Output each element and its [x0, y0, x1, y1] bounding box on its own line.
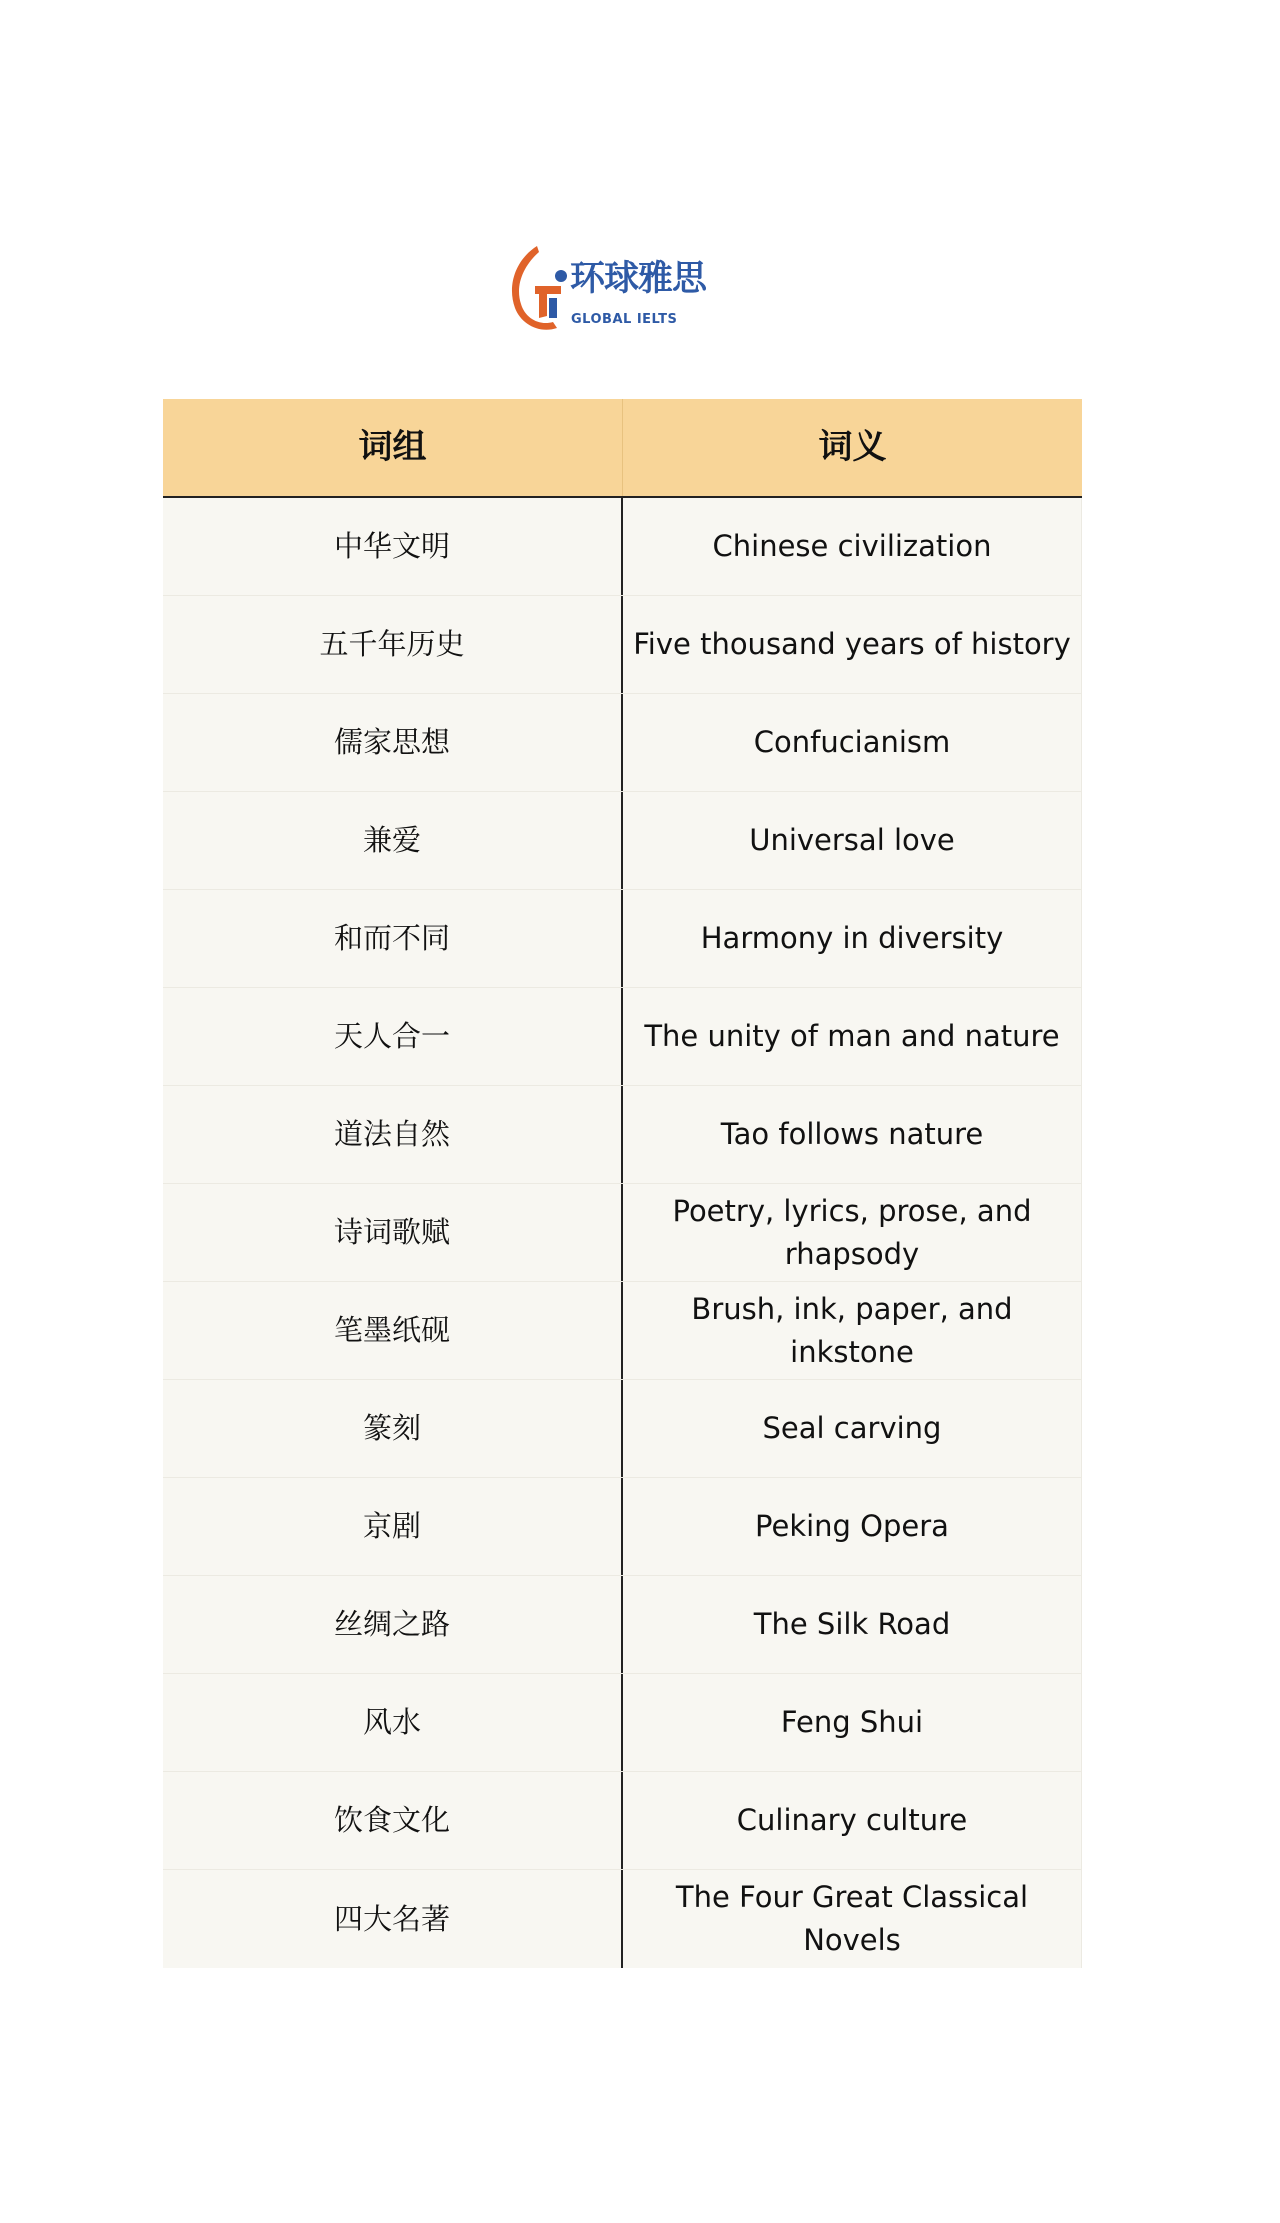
phrase-cell: 诗词歌赋: [163, 1184, 623, 1281]
meaning-cell: Brush, ink, paper, and inkstone: [623, 1282, 1082, 1379]
meaning-cell: Culinary culture: [623, 1772, 1082, 1869]
meaning-cell: Peking Opera: [623, 1478, 1082, 1575]
phrase-cell: 京剧: [163, 1478, 623, 1575]
meaning-cell: Tao follows nature: [623, 1086, 1082, 1183]
table-row: [163, 988, 1082, 1086]
meaning-cell: Confucianism: [623, 694, 1082, 791]
meaning-cell: Poetry, lyrics, prose, and rhapsody: [623, 1184, 1082, 1281]
meaning-cell: Five thousand years of history: [623, 596, 1082, 693]
header-phrase: 词组: [163, 399, 623, 496]
meaning-cell: Seal carving: [623, 1380, 1082, 1477]
table-row: [163, 1380, 1082, 1478]
table-row: [163, 1086, 1082, 1184]
phrase-cell: 丝绸之路: [163, 1576, 623, 1673]
phrase-cell: 笔墨纸砚: [163, 1282, 623, 1379]
table-row: [163, 694, 1082, 792]
table-row: [163, 1772, 1082, 1870]
phrase-cell: 天人合一: [163, 988, 623, 1085]
meaning-cell: Harmony in diversity: [623, 890, 1082, 987]
header-meaning: 词义: [818, 427, 887, 467]
table-row: [163, 1478, 1082, 1576]
meaning-cell: The Four Great Classical Novels: [623, 1870, 1082, 1968]
phrase-cell: 道法自然: [163, 1086, 623, 1183]
phrase-cell: 儒家思想: [163, 694, 623, 791]
meaning-cell: Universal love: [623, 792, 1082, 889]
meaning-cell: The unity of man and nature: [623, 988, 1082, 1085]
phrase-cell: 兼爱: [163, 792, 623, 889]
table-row: [163, 498, 1082, 596]
table-row: [163, 596, 1082, 694]
logo-mark-icon: [505, 238, 575, 338]
logo-chinese-text: 环球雅思: [570, 259, 707, 299]
phrase-cell: 饮食文化: [163, 1772, 623, 1869]
table-row: [163, 1870, 1082, 1968]
table-row: [163, 1184, 1082, 1282]
meaning-cell: Chinese civilization: [623, 498, 1082, 595]
phrase-cell: 四大名著: [163, 1870, 623, 1968]
table-row: [163, 890, 1082, 988]
phrase-cell: 和而不同: [163, 890, 623, 987]
table-row: [163, 792, 1082, 890]
phrase-cell: 风水: [163, 1674, 623, 1771]
meaning-cell: The Silk Road: [623, 1576, 1082, 1673]
table-row: [163, 1674, 1082, 1772]
global-ielts-logo: [505, 238, 745, 338]
phrase-cell: 篆刻: [163, 1380, 623, 1477]
phrase-cell: 五千年历史: [163, 596, 623, 693]
table-row: [163, 1576, 1082, 1674]
table-header-row: [163, 399, 1082, 498]
table-row: [163, 1282, 1082, 1380]
meaning-cell: Feng Shui: [623, 1674, 1082, 1771]
vocabulary-table: [163, 399, 1082, 1968]
phrase-cell: 中华文明: [163, 498, 623, 595]
logo-english-text: GLOBAL IELTS: [571, 312, 678, 327]
